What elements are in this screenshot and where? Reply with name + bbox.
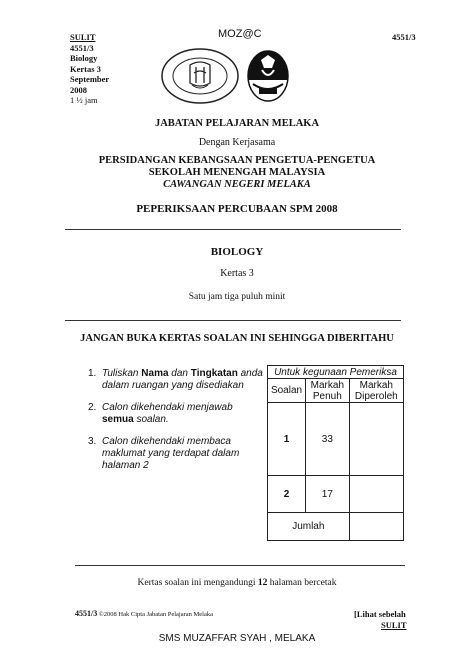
- header-left: [70, 32, 109, 106]
- paper-code: 4551/3: [70, 42, 94, 53]
- table-row: [268, 476, 404, 513]
- next-page-label: [Lihat sebelah: [354, 609, 406, 619]
- cooperation-text: Dengan Kerjasama: [198, 137, 276, 148]
- header-center: MOZ@C: [218, 28, 262, 40]
- markah-diperoleh-cell[interactable]: [349, 476, 403, 513]
- markah-penuh-cell: 33: [306, 403, 350, 476]
- divider-3: [75, 565, 405, 566]
- page-count-suffix: halaman bercetak: [267, 578, 337, 588]
- instruction-bold-all: semua: [102, 414, 134, 425]
- instruction-text-part: Tuliskan: [102, 368, 142, 379]
- total-label: Jumlah: [268, 513, 350, 541]
- sulit-label: SULIT: [70, 32, 96, 42]
- soalan-cell: 1: [268, 403, 306, 476]
- mpsm-logo: [247, 50, 289, 102]
- table-row: [268, 403, 404, 476]
- header-soalan: Soalan: [268, 379, 306, 403]
- footer-sulit: SULIT: [381, 620, 407, 630]
- markah-penuh-cell: 17: [306, 476, 350, 513]
- header-right: 4551/3: [392, 32, 416, 42]
- instruction-bold-name: Nama: [141, 368, 169, 379]
- soalan-cell: 2: [268, 476, 306, 513]
- paper-title: Kertas 3: [220, 268, 254, 279]
- instruction-number: 3.: [88, 436, 97, 447]
- copyright-text: ©2008 Hak Cipta Jabatan Pelajaran Melaka: [97, 611, 213, 618]
- instruction-1: [88, 368, 263, 392]
- subject-label: Biology: [70, 53, 98, 63]
- warning-text: JANGAN BUKA KERTAS SOALAN INI SEHINGGA DIBERITAHU: [80, 333, 394, 344]
- page-count-number: 12: [257, 578, 268, 588]
- department-title: JABATAN PELAJARAN MELAKA: [154, 118, 320, 129]
- school-name: SMS MUZAFFAR SYAH , MELAKA: [158, 633, 316, 644]
- marks-table: [267, 365, 404, 541]
- paper-label: Kertas 3: [70, 63, 101, 74]
- page-count-text: [0, 578, 474, 588]
- exam-title: PEPERIKSAAN PERCUBAAN SPM 2008: [136, 203, 338, 215]
- instruction-3: [88, 436, 263, 472]
- instruction-text-part: anda dalam ruangan yang disediakan: [102, 368, 263, 391]
- header-markah-penuh: Markah Penuh: [306, 379, 350, 403]
- instruction-text: Calon dikehendaki membaca maklumat yang terdapat dalam halaman 2: [102, 436, 240, 471]
- instruction-number: 1.: [88, 368, 97, 379]
- markah-diperoleh-cell[interactable]: [349, 403, 403, 476]
- instruction-number: 2.: [88, 402, 97, 413]
- instructions: [88, 368, 263, 472]
- marks-table-caption: Untuk kegunaan Pemeriksa: [268, 366, 404, 379]
- subject-title: BIOLOGY: [210, 246, 264, 258]
- jabatan-logo: [160, 47, 240, 105]
- duration-text: Satu jam tiga puluh minit: [188, 292, 286, 302]
- instruction-text-part: soalan.: [133, 414, 169, 425]
- instruction-text-part: Calon dikehendaki menjawab: [102, 402, 233, 413]
- instruction-2: [88, 402, 263, 426]
- year-label: 2008: [70, 84, 87, 95]
- divider-1: [65, 229, 401, 230]
- month-label: September: [70, 74, 110, 84]
- footer-code: 4551/3: [75, 609, 98, 618]
- duration-label: 1 ½ jam: [70, 95, 98, 105]
- instruction-text: [102, 368, 263, 392]
- page-count-prefix: Kertas soalan ini mengandungi: [137, 578, 258, 588]
- instruction-text: [102, 402, 263, 426]
- footer-copyright: [75, 609, 213, 618]
- instruction-text-part: dan: [168, 368, 191, 379]
- divider-2: [65, 320, 401, 321]
- org-line-3: CAWANGAN NEGERI MELAKA: [163, 179, 311, 190]
- instruction-bold-form: Tingkatan: [190, 368, 238, 379]
- org-line-2: SEKOLAH MENENGAH MALAYSIA: [148, 167, 326, 178]
- header-markah-diperoleh: Markah Diperoleh: [349, 379, 403, 403]
- org-line-1: PERSIDANGAN KEBANGSAAN PENGETUA-PENGETUA: [98, 155, 376, 166]
- total-cell[interactable]: [349, 513, 403, 541]
